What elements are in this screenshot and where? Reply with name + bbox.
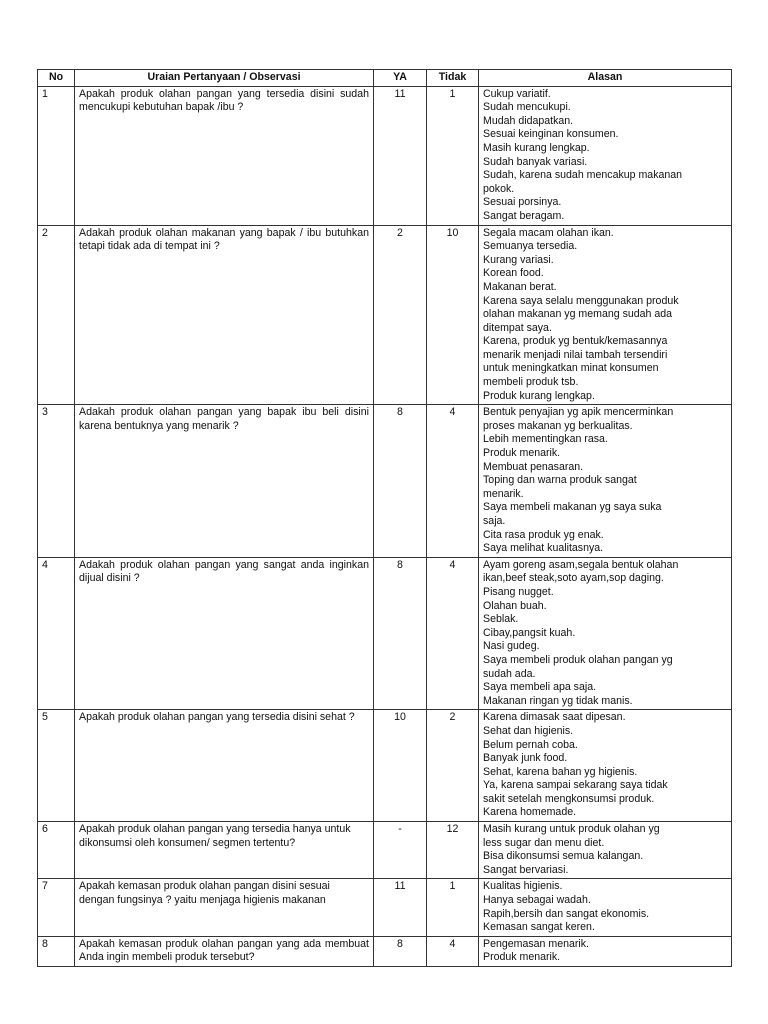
question-text: dengan fungsinya ? yaitu menjaga higienis makanan	[79, 894, 326, 907]
table-row	[38, 86, 732, 225]
alasan-line: Kemasan sangat keren.	[483, 921, 595, 934]
alasan-line: Masih kurang untuk produk olahan yg	[483, 823, 660, 836]
tidak-count: 12	[427, 822, 479, 879]
alasan-line: Rapih,bersih dan sangat ekonomis.	[483, 907, 650, 920]
alasan-cell	[479, 405, 732, 558]
question-text: Apakah produk olahan pangan yang tersedia disini sudah mencukupi kebutuhan bapak /ibu ?	[79, 87, 369, 114]
question-cell	[75, 405, 374, 558]
alasan-line: Karena homemade.	[483, 806, 577, 819]
alasan-line: Korean food.	[483, 267, 544, 280]
alasan-line: Sehat dan higienis.	[483, 724, 574, 737]
alasan-line: Masih kurang lengkap.	[483, 141, 590, 154]
tidak-count: 10	[427, 225, 479, 405]
tidak-count: 1	[427, 879, 479, 936]
row-number: 6	[38, 822, 75, 879]
tidak-count: 2	[427, 710, 479, 822]
row-number: 8	[38, 936, 75, 966]
row-number: 5	[38, 710, 75, 822]
alasan-line: proses makanan yg berkualitas.	[483, 419, 633, 432]
question-text: Apakah kemasan produk olahan pangan yang ada membuat Anda ingin membeli produk tersebut?	[79, 937, 369, 964]
alasan-line: Nasi gudeg.	[483, 640, 540, 653]
alasan-line: Segala macam olahan ikan.	[483, 226, 614, 239]
alasan-cell	[479, 822, 732, 879]
alasan-line: Makanan berat.	[483, 280, 557, 293]
row-number: 7	[38, 879, 75, 936]
row-number: 3	[38, 405, 75, 558]
alasan-cell	[479, 557, 732, 710]
alasan-line: Banyak junk food.	[483, 752, 568, 765]
table-row	[38, 557, 732, 710]
ya-count: -	[374, 822, 427, 879]
table-body	[38, 86, 732, 966]
ya-count: 8	[374, 405, 427, 558]
question-text: Apakah kemasan produk olahan pangan disini sesuai	[79, 880, 330, 893]
question-text: Adakah produk olahan pangan yang bapak ibu beli disini karena bentuknya yang menarik ?	[79, 406, 369, 432]
alasan-line: Lebih mementingkan rasa.	[483, 433, 608, 446]
alasan-line: Mudah didapatkan.	[483, 114, 574, 127]
alasan-line: Cibay,pangsit kuah.	[483, 626, 576, 639]
alasan-line: Sudah, karena sudah mencakup makanan	[483, 169, 683, 182]
alasan-cell	[479, 879, 732, 936]
alasan-line: Hanya sebagai wadah.	[483, 894, 591, 907]
alasan-line: Sangat bervariasi.	[483, 863, 569, 876]
question-text: Apakah produk olahan pangan yang tersedia hanya untuk	[79, 823, 351, 836]
row-number: 2	[38, 225, 75, 405]
alasan-cell	[479, 936, 732, 966]
header-question: Uraian Pertanyaan / Observasi	[75, 70, 374, 87]
alasan-line: Sehat, karena bahan yg higienis.	[483, 765, 638, 778]
alasan-line: less sugar dan menu diet.	[483, 836, 605, 849]
question-cell	[75, 710, 374, 822]
alasan-line: Cukup variatif.	[483, 87, 551, 100]
tidak-count: 4	[427, 936, 479, 966]
alasan-line: Saya membeli produk olahan pangan yg	[483, 653, 673, 666]
alasan-line: membeli produk tsb.	[483, 376, 579, 389]
alasan-line: Karena, produk yg bentuk/kemasannya	[483, 335, 668, 348]
alasan-line: Sudah banyak variasi.	[483, 155, 588, 168]
header-ya: YA	[374, 70, 427, 87]
alasan-line: Sangat beragam.	[483, 209, 565, 222]
alasan-line: Saya membeli makanan yg saya suka	[483, 501, 662, 514]
alasan-line: menarik menjadi nilai tambah tersendiri	[483, 348, 668, 361]
alasan-line: untuk meningkatkan minat konsumen	[483, 362, 659, 375]
ya-count: 10	[374, 710, 427, 822]
header-alasan: Alasan	[479, 70, 732, 87]
table-row	[38, 822, 732, 879]
question-cell	[75, 225, 374, 405]
alasan-line: Saya melihat kualitasnya.	[483, 542, 604, 555]
alasan-line: Kurang variasi.	[483, 253, 554, 266]
alasan-line: Cita rasa produk yg enak.	[483, 528, 604, 541]
table-row	[38, 710, 732, 822]
alasan-line: pokok.	[483, 182, 515, 195]
row-number: 4	[38, 557, 75, 710]
alasan-line: Sesuai keinginan konsumen.	[483, 128, 619, 141]
alasan-line: olahan makanan yg memang sudah ada	[483, 308, 673, 321]
ya-count: 2	[374, 225, 427, 405]
tidak-count: 4	[427, 405, 479, 558]
alasan-line: Semuanya tersedia.	[483, 240, 578, 253]
question-cell	[75, 822, 374, 879]
row-number: 1	[38, 86, 75, 225]
alasan-line: ikan,beef steak,soto ayam,sop daging.	[483, 572, 664, 585]
alasan-line: Toping dan warna produk sangat	[483, 474, 637, 487]
alasan-cell	[479, 86, 732, 225]
alasan-line: Bentuk penyajian yg apik mencerminkan	[483, 406, 674, 419]
table-row	[38, 879, 732, 936]
alasan-line: ditempat saya.	[483, 321, 552, 334]
alasan-line: sudah ada.	[483, 667, 536, 680]
question-cell	[75, 86, 374, 225]
table-row	[38, 405, 732, 558]
alasan-line: menarik.	[483, 487, 524, 500]
alasan-line: Saya membeli apa saja.	[483, 681, 597, 694]
table-header	[38, 70, 732, 87]
tidak-count: 4	[427, 557, 479, 710]
alasan-cell	[479, 225, 732, 405]
table-row	[38, 225, 732, 405]
alasan-line: saja.	[483, 515, 506, 527]
question-cell	[75, 936, 374, 966]
ya-count: 11	[374, 879, 427, 936]
question-cell	[75, 557, 374, 710]
alasan-line: Seblak.	[483, 613, 519, 626]
ya-count: 11	[374, 86, 427, 225]
question-text: Adakah produk olahan makanan yang bapak / ibu butuhkan tetapi tidak ada di tempat ini ?	[79, 226, 369, 253]
question-cell	[75, 879, 374, 936]
alasan-line: Olahan buah.	[483, 599, 547, 612]
question-text: Adakah produk olahan pangan yang sangat anda inginkan dijual disini ?	[79, 558, 369, 585]
alasan-line: Pisang nugget.	[483, 585, 554, 598]
table-row	[38, 936, 732, 966]
alasan-line: Sudah mencukupi.	[483, 101, 571, 114]
header-no: No	[38, 70, 75, 87]
tidak-count: 1	[427, 86, 479, 225]
question-text: Apakah produk olahan pangan yang tersedia disini sehat ?	[79, 711, 355, 724]
alasan-line: Membuat penasaran.	[483, 460, 584, 473]
question-text: dikonsumsi oleh konsumen/ segmen tertentu?	[79, 836, 296, 849]
alasan-line: Ayam goreng asam,segala bentuk olahan	[483, 558, 679, 571]
ya-count: 8	[374, 557, 427, 710]
alasan-line: Bisa dikonsumsi semua kalangan.	[483, 850, 644, 863]
alasan-line: Produk kurang lengkap.	[483, 389, 595, 402]
alasan-line: Sesuai porsinya.	[483, 196, 562, 209]
alasan-line: Pengemasan menarik.	[483, 937, 589, 950]
alasan-line: Produk menarik.	[483, 447, 561, 460]
header-row	[38, 70, 732, 87]
alasan-line: Produk menarik.	[483, 951, 561, 964]
alasan-line: Makanan ringan yg tidak manis.	[483, 694, 633, 707]
survey-table	[37, 69, 732, 967]
alasan-line: sakit setelah mengkonsumsi produk.	[483, 792, 655, 805]
alasan-cell	[479, 710, 732, 822]
alasan-line: Belum pernah coba.	[483, 738, 578, 751]
header-tidak: Tidak	[427, 70, 479, 87]
ya-count: 8	[374, 936, 427, 966]
alasan-line: Kualitas higienis.	[483, 880, 563, 893]
alasan-line: Ya, karena sampai sekarang saya tidak	[483, 779, 668, 792]
alasan-line: Karena saya selalu menggunakan produk	[483, 294, 679, 307]
alasan-line: Karena dimasak saat dipesan.	[483, 711, 626, 724]
